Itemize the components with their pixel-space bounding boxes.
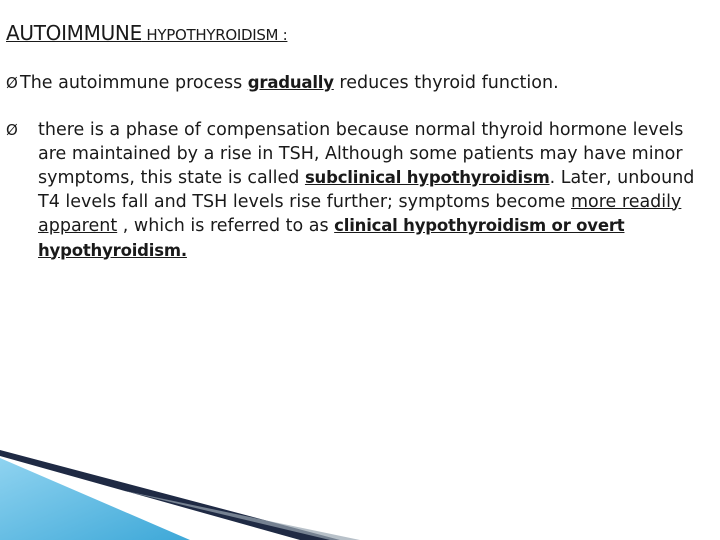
term-subclinical-hypothyroidism: subclinical hypothyroidism xyxy=(304,168,550,187)
bullet2-text-1: there is a phase of compensation because normal thyroid hormone levels are maintained by a rise in TSH, Although some patients may have minor symptoms, this state is called xyxy=(38,120,684,188)
term-clinical-hypothyroidism: clinical hypothyroidism or overt hypothyroidism. xyxy=(38,216,625,260)
arrow-bullet-icon: Ø xyxy=(6,74,18,92)
title-part-hypothyroidism: HYPOTHYROIDISM : xyxy=(141,26,288,44)
title-part-autoimmune: AUTOIMMUNE xyxy=(6,21,142,45)
slide-title xyxy=(6,20,287,48)
bullet2-paragraph xyxy=(28,119,712,263)
bullet2-text-3: , which is referred to as xyxy=(117,216,335,236)
bullet1-text-post: reduces thyroid function. xyxy=(333,73,559,93)
arrow-bullet-icon: Ø xyxy=(6,121,18,139)
corner-decoration xyxy=(0,450,720,540)
bullet2-text-2: . Later, unbound T4 levels fall and TSH levels rise further; symptoms become xyxy=(38,168,695,212)
bullet1-text-pre: The autoimmune process xyxy=(20,73,248,93)
bullet-item-1 xyxy=(6,72,706,94)
bullet-item-2 xyxy=(6,119,712,263)
bullet1-emphasis: gradually xyxy=(247,73,334,92)
term-more-readily-apparent: more readily apparent xyxy=(38,191,682,236)
